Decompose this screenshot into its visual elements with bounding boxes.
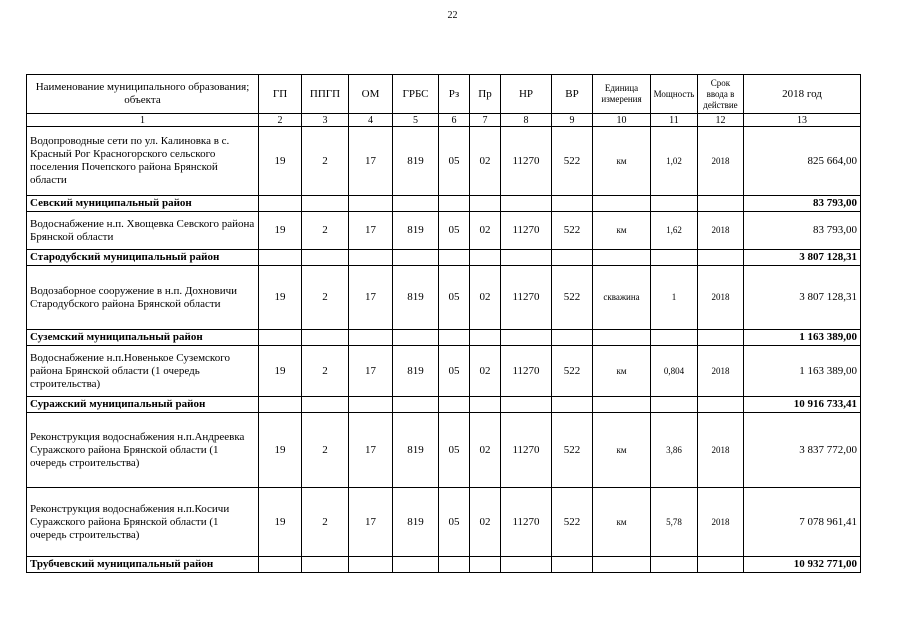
empty-cell — [393, 250, 439, 266]
header-year: 2018 год — [744, 75, 861, 114]
empty-cell — [552, 196, 593, 212]
cell-power: 1 — [651, 266, 698, 330]
district-amount: 1 163 389,00 — [744, 330, 861, 346]
cell-grbs: 819 — [393, 413, 439, 488]
empty-cell — [501, 397, 552, 413]
cell-rz: 05 — [439, 212, 470, 250]
cell-vr: 522 — [552, 127, 593, 196]
cell-om: 17 — [349, 413, 393, 488]
col-number: 12 — [698, 114, 744, 127]
cell-term: 2018 — [698, 413, 744, 488]
cell-power: 5,78 — [651, 488, 698, 557]
empty-cell — [439, 330, 470, 346]
empty-cell — [470, 397, 501, 413]
district-name: Суземский муниципальный район — [27, 330, 259, 346]
empty-cell — [501, 557, 552, 573]
empty-cell — [651, 330, 698, 346]
cell-om: 17 — [349, 266, 393, 330]
cell-name: Реконструкция водоснабжения н.п.Андреевка Суражского района Брянской области (1 очередь строительства) — [27, 413, 259, 488]
header-rz: Рз — [439, 75, 470, 114]
cell-rz: 05 — [439, 413, 470, 488]
table-body — [27, 127, 861, 573]
header-pr: Пр — [470, 75, 501, 114]
cell-pr: 02 — [470, 266, 501, 330]
cell-ppgp: 2 — [302, 266, 349, 330]
empty-cell — [501, 196, 552, 212]
empty-cell — [593, 330, 651, 346]
cell-rz: 05 — [439, 266, 470, 330]
cell-om: 17 — [349, 212, 393, 250]
cell-gp: 19 — [259, 266, 302, 330]
empty-cell — [439, 250, 470, 266]
cell-power: 1,62 — [651, 212, 698, 250]
empty-cell — [302, 557, 349, 573]
district-row — [27, 330, 861, 346]
col-number: 4 — [349, 114, 393, 127]
cell-grbs: 819 — [393, 266, 439, 330]
cell-nr: 11270 — [501, 212, 552, 250]
cell-om: 17 — [349, 488, 393, 557]
cell-nr: 11270 — [501, 346, 552, 397]
empty-cell — [259, 397, 302, 413]
header-power: Мощность — [651, 75, 698, 114]
empty-cell — [651, 250, 698, 266]
cell-gp: 19 — [259, 127, 302, 196]
col-number: 7 — [470, 114, 501, 127]
cell-rz: 05 — [439, 488, 470, 557]
district-amount: 83 793,00 — [744, 196, 861, 212]
cell-power: 1,02 — [651, 127, 698, 196]
cell-vr: 522 — [552, 488, 593, 557]
empty-cell — [593, 250, 651, 266]
district-name: Трубчевский муниципальный район — [27, 557, 259, 573]
col-number: 10 — [593, 114, 651, 127]
cell-ppgp: 2 — [302, 413, 349, 488]
cell-name: Водоснабжение н.п.Новенькое Суземского района Брянской области (1 очередь строительства) — [27, 346, 259, 397]
header-unit: Единица измерения — [593, 75, 651, 114]
cell-vr: 522 — [552, 346, 593, 397]
column-number-row — [27, 114, 861, 127]
header-gp: ГП — [259, 75, 302, 114]
cell-unit: км — [593, 346, 651, 397]
empty-cell — [439, 196, 470, 212]
cell-om: 17 — [349, 346, 393, 397]
cell-amount: 7 078 961,41 — [744, 488, 861, 557]
cell-pr: 02 — [470, 488, 501, 557]
empty-cell — [593, 196, 651, 212]
empty-cell — [349, 330, 393, 346]
cell-pr: 02 — [470, 212, 501, 250]
empty-cell — [439, 397, 470, 413]
empty-cell — [552, 397, 593, 413]
cell-grbs: 819 — [393, 212, 439, 250]
col-number: 13 — [744, 114, 861, 127]
empty-cell — [552, 557, 593, 573]
cell-om: 17 — [349, 127, 393, 196]
cell-nr: 11270 — [501, 127, 552, 196]
cell-amount: 3 837 772,00 — [744, 413, 861, 488]
empty-cell — [651, 557, 698, 573]
empty-cell — [302, 397, 349, 413]
header-nr: НР — [501, 75, 552, 114]
district-name: Стародубский муниципальный район — [27, 250, 259, 266]
cell-ppgp: 2 — [302, 127, 349, 196]
district-row — [27, 250, 861, 266]
empty-cell — [651, 397, 698, 413]
cell-amount: 825 664,00 — [744, 127, 861, 196]
cell-term: 2018 — [698, 127, 744, 196]
district-row — [27, 557, 861, 573]
empty-cell — [393, 397, 439, 413]
district-row — [27, 397, 861, 413]
empty-cell — [651, 196, 698, 212]
empty-cell — [470, 330, 501, 346]
cell-rz: 05 — [439, 127, 470, 196]
table-row — [27, 127, 861, 196]
header-term: Срок ввода в действие — [698, 75, 744, 114]
cell-gp: 19 — [259, 488, 302, 557]
header-name: Наименование муниципального образования; объекта — [27, 75, 259, 114]
empty-cell — [302, 330, 349, 346]
page-number: 22 — [447, 10, 458, 21]
cell-vr: 522 — [552, 413, 593, 488]
empty-cell — [470, 196, 501, 212]
cell-power: 0,804 — [651, 346, 698, 397]
empty-cell — [698, 196, 744, 212]
cell-ppgp: 2 — [302, 488, 349, 557]
empty-cell — [501, 330, 552, 346]
table-row — [27, 346, 861, 397]
cell-pr: 02 — [470, 127, 501, 196]
table-row — [27, 413, 861, 488]
empty-cell — [439, 557, 470, 573]
cell-term: 2018 — [698, 346, 744, 397]
budget-table — [26, 74, 861, 573]
cell-amount: 1 163 389,00 — [744, 346, 861, 397]
district-amount: 3 807 128,31 — [744, 250, 861, 266]
col-number: 1 — [27, 114, 259, 127]
cell-unit: км — [593, 212, 651, 250]
col-number: 6 — [439, 114, 470, 127]
col-number: 9 — [552, 114, 593, 127]
cell-vr: 522 — [552, 266, 593, 330]
empty-cell — [349, 250, 393, 266]
empty-cell — [259, 330, 302, 346]
district-row — [27, 196, 861, 212]
cell-amount: 3 807 128,31 — [744, 266, 861, 330]
cell-name: Водопроводные сети по ул. Калиновка в с. Красный Рог Красногорского сельского поселения Почепского района Брянской области — [27, 127, 259, 196]
col-number: 8 — [501, 114, 552, 127]
empty-cell — [552, 330, 593, 346]
cell-name: Реконструкция водоснабжения н.п.Косичи Суражского района Брянской области (1 очередь строительства) — [27, 488, 259, 557]
col-number: 5 — [393, 114, 439, 127]
cell-pr: 02 — [470, 413, 501, 488]
cell-unit: скважина — [593, 266, 651, 330]
empty-cell — [552, 250, 593, 266]
empty-cell — [349, 557, 393, 573]
col-number: 3 — [302, 114, 349, 127]
header-row — [27, 75, 861, 114]
empty-cell — [501, 250, 552, 266]
cell-nr: 11270 — [501, 266, 552, 330]
cell-ppgp: 2 — [302, 212, 349, 250]
district-amount: 10 932 771,00 — [744, 557, 861, 573]
cell-nr: 11270 — [501, 413, 552, 488]
cell-unit: км — [593, 127, 651, 196]
empty-cell — [393, 196, 439, 212]
district-amount: 10 916 733,41 — [744, 397, 861, 413]
empty-cell — [349, 397, 393, 413]
empty-cell — [470, 557, 501, 573]
empty-cell — [393, 557, 439, 573]
empty-cell — [259, 250, 302, 266]
table-row — [27, 266, 861, 330]
cell-term: 2018 — [698, 212, 744, 250]
empty-cell — [698, 557, 744, 573]
cell-name: Водозаборное сооружение в н.п. Дохновичи Стародубского района Брянской области — [27, 266, 259, 330]
cell-term: 2018 — [698, 266, 744, 330]
cell-unit: км — [593, 413, 651, 488]
empty-cell — [302, 250, 349, 266]
cell-power: 3,86 — [651, 413, 698, 488]
cell-nr: 11270 — [501, 488, 552, 557]
empty-cell — [349, 196, 393, 212]
empty-cell — [593, 397, 651, 413]
empty-cell — [302, 196, 349, 212]
header-ppgp: ППГП — [302, 75, 349, 114]
cell-gp: 19 — [259, 413, 302, 488]
empty-cell — [259, 196, 302, 212]
header-om: ОМ — [349, 75, 393, 114]
cell-gp: 19 — [259, 212, 302, 250]
header-grbs: ГРБС — [393, 75, 439, 114]
district-name: Суражский муниципальный район — [27, 397, 259, 413]
cell-term: 2018 — [698, 488, 744, 557]
empty-cell — [470, 250, 501, 266]
cell-vr: 522 — [552, 212, 593, 250]
empty-cell — [698, 330, 744, 346]
cell-pr: 02 — [470, 346, 501, 397]
cell-amount: 83 793,00 — [744, 212, 861, 250]
cell-grbs: 819 — [393, 346, 439, 397]
col-number: 11 — [651, 114, 698, 127]
col-number: 2 — [259, 114, 302, 127]
cell-gp: 19 — [259, 346, 302, 397]
empty-cell — [393, 330, 439, 346]
empty-cell — [698, 397, 744, 413]
table-row — [27, 488, 861, 557]
empty-cell — [698, 250, 744, 266]
table-row — [27, 212, 861, 250]
district-name: Севский муниципальный район — [27, 196, 259, 212]
empty-cell — [593, 557, 651, 573]
cell-grbs: 819 — [393, 127, 439, 196]
cell-grbs: 819 — [393, 488, 439, 557]
header-vr: ВР — [552, 75, 593, 114]
cell-rz: 05 — [439, 346, 470, 397]
cell-unit: км — [593, 488, 651, 557]
empty-cell — [259, 557, 302, 573]
cell-ppgp: 2 — [302, 346, 349, 397]
cell-name: Водоснабжение н.п. Хвощевка Севского района Брянской области — [27, 212, 259, 250]
